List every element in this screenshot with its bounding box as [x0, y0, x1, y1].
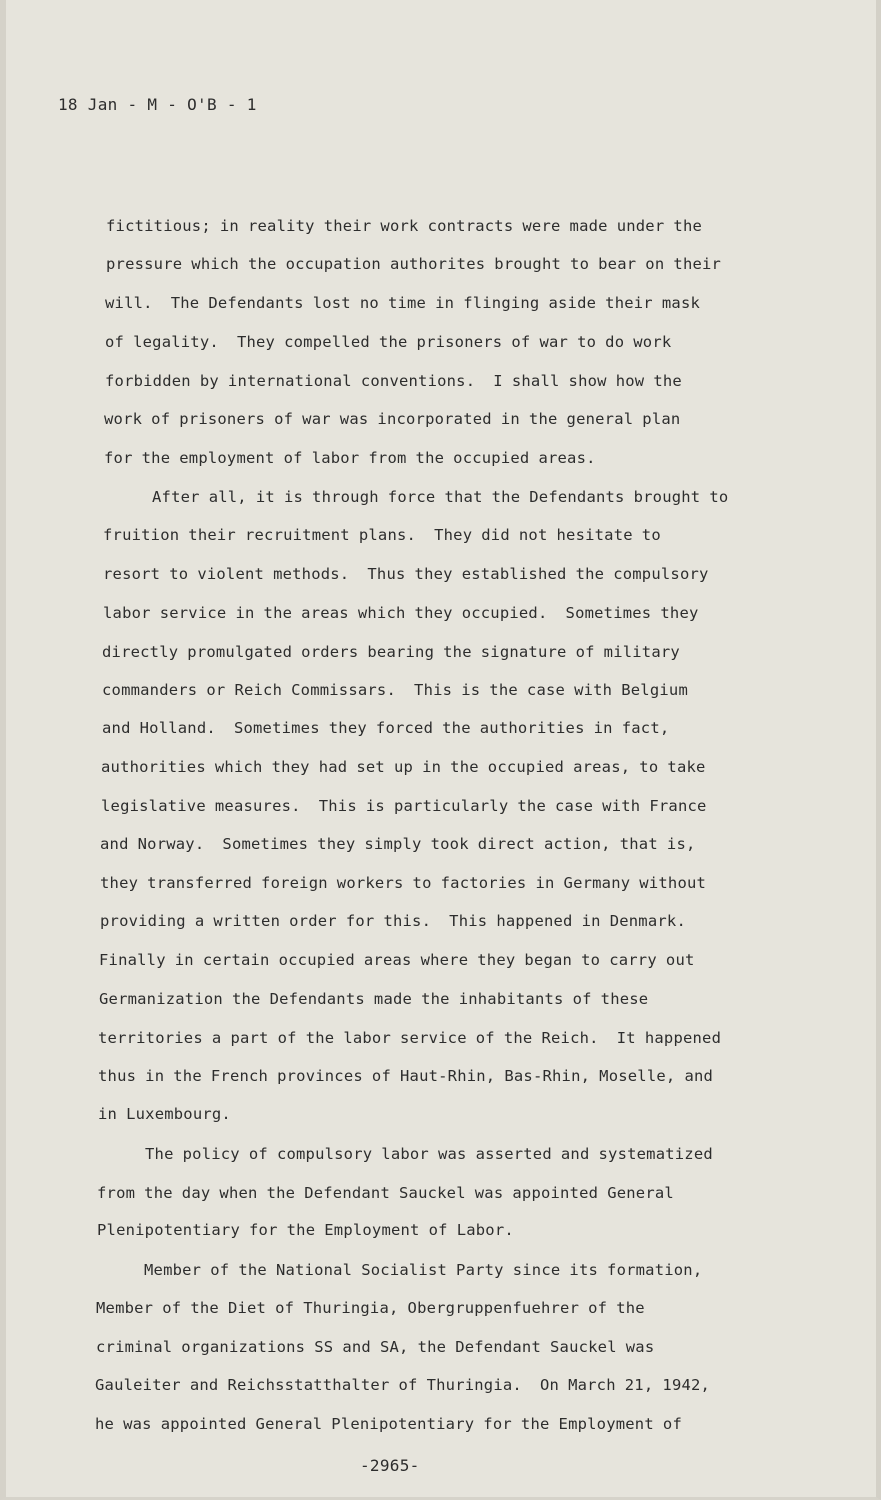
document-header: 18 Jan - M - O'B - 1	[58, 95, 257, 114]
text-line: After all, it is through force that the Defendants brought to	[152, 488, 729, 506]
text-line: in Luxembourg.	[98, 1105, 231, 1123]
text-line: territories a part of the labor service of the Reich. It happened	[98, 1029, 722, 1047]
text-line: he was appointed General Plenipotentiary for the Employment of	[95, 1415, 682, 1433]
text-line: Gauleiter and Reichsstatthalter of Thuringia. On March 21, 1942,	[95, 1376, 711, 1394]
text-line: directly promulgated orders bearing the signature of military	[102, 643, 680, 661]
text-line: Germanization the Defendants made the inhabitants of these	[99, 990, 649, 1008]
text-line: providing a written order for this. This happened in Denmark.	[100, 912, 686, 930]
text-line: labor service in the areas which they occupied. Sometimes they	[103, 604, 699, 622]
text-line: commanders or Reich Commissars. This is the case with Belgium	[102, 681, 688, 699]
text-line: forbidden by international conventions. I shall show how the	[105, 372, 682, 390]
text-line: legislative measures. This is particularly the case with France	[101, 797, 707, 815]
text-line: thus in the French provinces of Haut-Rhin, Bas-Rhin, Moselle, and	[98, 1067, 714, 1085]
text-line: fruition their recruitment plans. They did not hesitate to	[103, 526, 661, 544]
text-line: pressure which the occupation authorites brought to bear on their	[106, 255, 722, 273]
page-number: -2965-	[360, 1456, 420, 1475]
text-line: criminal organizations SS and SA, the Defendant Sauckel was	[96, 1338, 655, 1356]
text-line: for the employment of labor from the occupied areas.	[104, 449, 596, 467]
text-line: resort to violent methods. Thus they established the compulsory	[103, 565, 709, 583]
text-line: from the day when the Defendant Sauckel was appointed General	[97, 1184, 674, 1202]
text-line: Member of the National Socialist Party since its formation,	[144, 1261, 703, 1279]
text-line: work of prisoners of war was incorporated in the general plan	[104, 410, 681, 428]
text-line: The policy of compulsory labor was asserted and systematized	[145, 1145, 713, 1163]
text-line: authorities which they had set up in the occupied areas, to take	[101, 758, 706, 776]
text-line: and Norway. Sometimes they simply took direct action, that is,	[100, 835, 696, 853]
text-line: Plenipotentiary for the Employment of Labor.	[97, 1221, 514, 1239]
text-line: fictitious; in reality their work contracts were made under the	[106, 217, 703, 235]
text-line: Finally in certain occupied areas where they began to carry out	[99, 951, 695, 969]
text-line: will. The Defendants lost no time in flinging aside their mask	[105, 294, 701, 312]
text-line: Member of the Diet of Thuringia, Obergruppenfuehrer of the	[96, 1299, 645, 1317]
text-line: they transferred foreign workers to factories in Germany without	[100, 874, 707, 892]
text-line: and Holland. Sometimes they forced the authorities in fact,	[102, 719, 670, 737]
text-line: of legality. They compelled the prisoners of war to do work	[105, 333, 672, 351]
